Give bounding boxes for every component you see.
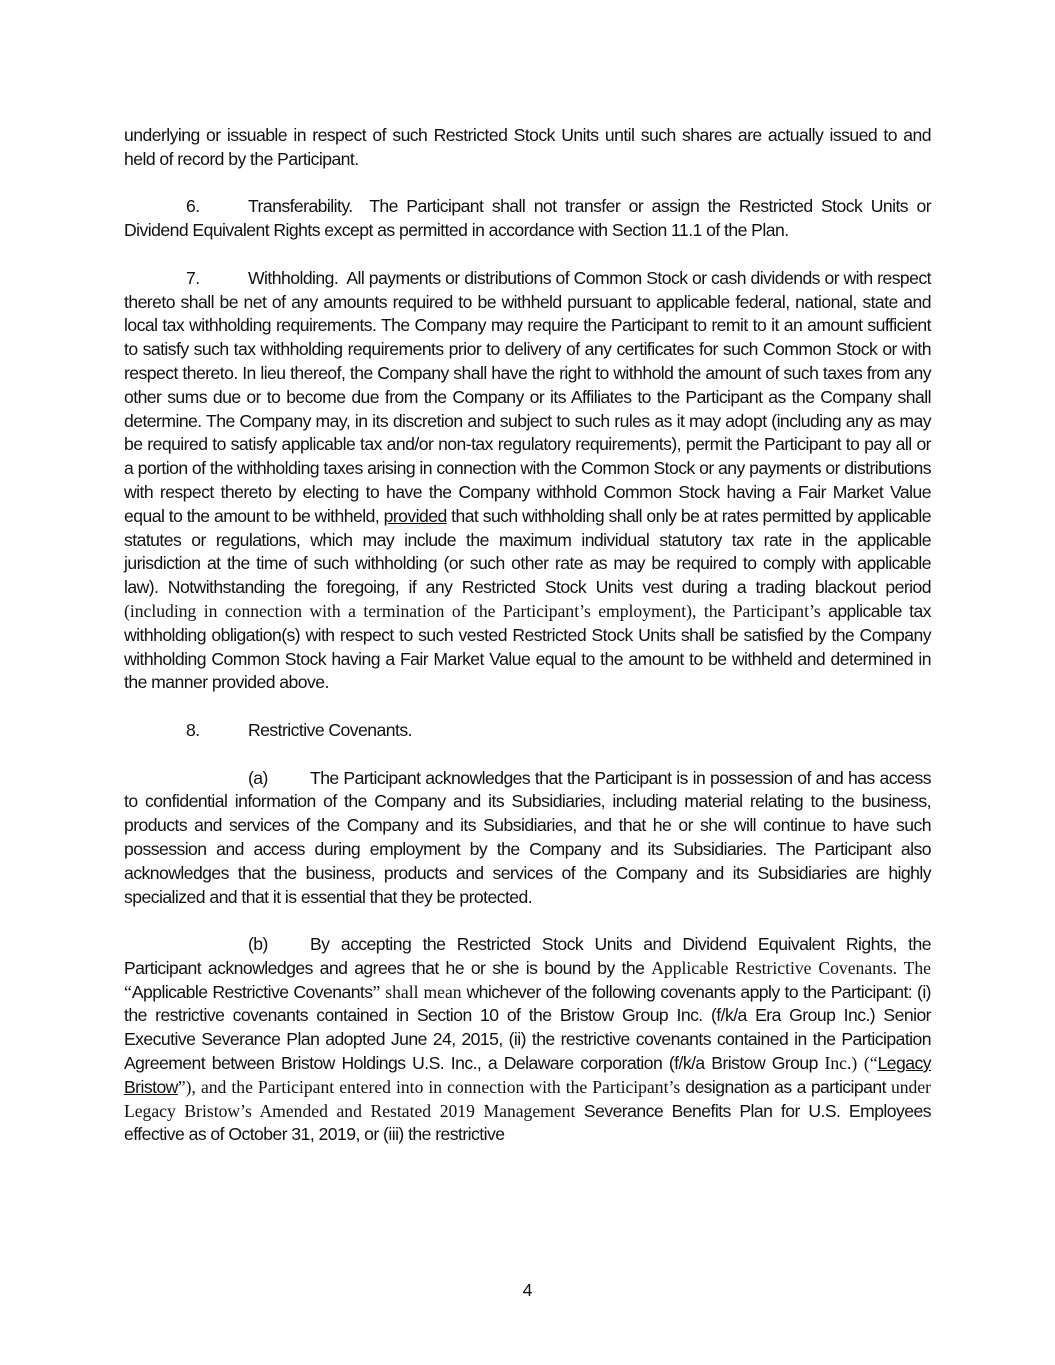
section-heading: Withholding. xyxy=(248,267,339,288)
section-6-transferability xyxy=(124,195,931,243)
continuation-text: underlying or issuable in respect of such Restricted Stock Units until such shares are actually issued to and held of record by the Participant. xyxy=(124,125,931,169)
provided-term: provided xyxy=(383,505,447,526)
subsection-body-part2: whichever of the following covenants apply to the Participant: (i) the restrictive covenants contained in Section 10 of the Bristow Group Inc. (f/k/a Era Group Inc.) Senior Executive Severance Plan adopted June 24, 2015, (ii) the restrictive covenants contained in the Participation Agreement between Bristow Holdings U.S. Inc., a Delaware corporation (f/k/a Bristow Group xyxy=(124,981,931,1074)
subsection-serif-text: Applicable Restrictive Covenants. The “ xyxy=(124,957,931,1002)
section-number: 6. xyxy=(186,196,200,217)
section-number: 8. xyxy=(186,719,200,740)
section-body-part2: that such withholding shall only be at rates permitted by applicable statutes or regulations, which may include the maximum individual statutory tax rate in the applicable jurisdiction at the time of such withholding (or such other rate as may be required to comply with applicable law). Notwithstanding the foregoing, if any Restricted Stock Units vest during a trading blackout period xyxy=(124,505,931,598)
section-7-withholding xyxy=(124,267,931,695)
subsection-label: (b) xyxy=(248,934,268,955)
subsection-label: (a) xyxy=(248,767,268,788)
defined-term: Applicable Restrictive Covenants xyxy=(131,981,373,1002)
section-heading: Restrictive Covenants. xyxy=(248,719,412,740)
subsection-body-part4: Severance Benefits Plan for U.S. Employees effective as of October 31, 2019, or (iii) the restrictive xyxy=(124,1100,931,1145)
section-body-serif: (including in connection with a termination of the Participant’s employment), the Participant’s xyxy=(124,600,821,621)
subsection-body: The Participant acknowledges that the Participant is in possession of and has access to confidential information of the Company and its Subsidiaries, including material relating to the business, products and services of the Company and its Subsidiaries, and that he or she will continue to have such possession and access during employment by the Company and its Subsidiaries. The Participant also acknowledges that the business, products and services of the Company and its Subsidiaries are highly specialized and that it is essential that they be protected. xyxy=(124,767,931,907)
subsection-serif-text: Inc.) (“ xyxy=(824,1053,878,1074)
section-number: 7. xyxy=(186,267,200,288)
continuation-paragraph xyxy=(124,124,931,172)
legacy-bristow-term: Legacy Bristow xyxy=(124,1053,931,1097)
section-body: The Participant shall not transfer or assign the Restricted Stock Units or Dividend Equivalent Rights except as permitted in accordance with Section 11.1 of the Plan. xyxy=(124,196,932,241)
page-number: 4 xyxy=(522,1280,533,1300)
subsection-serif-text: under Legacy Bristow’s Amended and Restated 2019 Management xyxy=(124,1076,932,1121)
subsection-body-part1: By accepting the Restricted Stock Units and Dividend Equivalent Rights, the Participant acknowledges and agrees that he or she is bound by the xyxy=(124,934,931,978)
subsection-8a xyxy=(124,767,931,910)
section-heading: Transferability. xyxy=(248,196,353,217)
document-page xyxy=(124,124,931,1171)
subsection-serif-text: ”), and the Participant entered into in connection with the Participant’s xyxy=(177,1076,681,1097)
section-body-part3: applicable tax withholding obligation(s) with respect to such vested Restricted Stock Units shall be satisfied by the Company withholding Common Stock having a Fair Market Value equal to the amount to be withheld and determined in the manner provided above. xyxy=(124,600,931,693)
section-body-part1: All payments or distributions of Common Stock or cash dividends or with respect thereto shall be net of any amounts required to be withheld pursuant to applicable federal, national, state and local tax withholding requirements. The Company may require the Participant to remit to it an amount sufficient to satisfy such tax withholding requirements prior to delivery of any certificates for such Common Stock or with respect thereto. In lieu thereof, the Company shall have the right to withhold the amount of such taxes from any other sums due or to become due from the Company or its Affiliates to the Participant as the Company shall determine. The Company may, in its discretion and subject to such rules as it may adopt (including any as may be required to satisfy applicable tax and/or non-tax regulatory requirements), permit the Participant to pay all or a portion of the withholding taxes arising in connection with the Common Stock or any payments or distributions with respect thereto by electing to have the Company withhold Common Stock having a Fair Market Value equal to the amount to be withheld, xyxy=(124,267,931,526)
subsection-serif-text: ” shall mean xyxy=(372,981,462,1002)
subsection-8b xyxy=(124,933,931,1147)
subsection-body-part3: designation as a participant xyxy=(685,1076,886,1097)
section-8-heading xyxy=(124,719,931,743)
